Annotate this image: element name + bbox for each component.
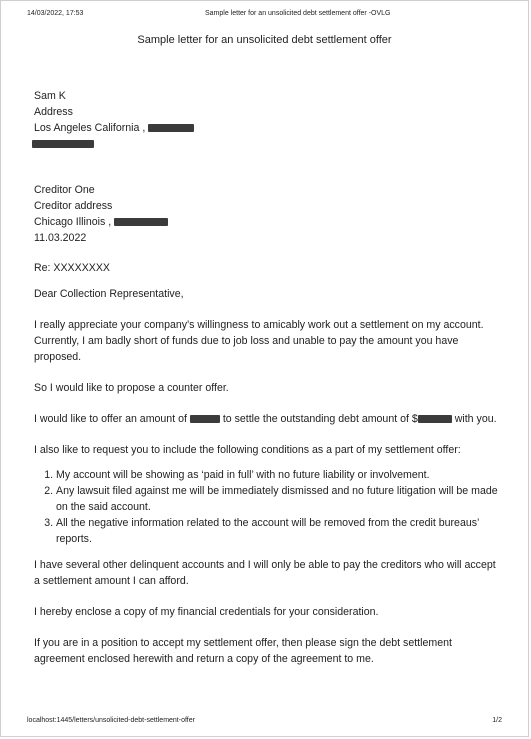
document-title: Sample letter for an unsolicited debt settlement offer — [137, 34, 392, 46]
page-number: 1/2 — [492, 717, 502, 724]
print-timestamp: 14/03/2022, 17:53 — [27, 10, 84, 17]
paragraph-2: So I would like to propose a counter offer. — [34, 382, 229, 394]
sender-name: Sam K — [34, 90, 66, 102]
redacted-zip — [148, 124, 194, 132]
sender-redacted-line — [34, 136, 499, 152]
paragraph-7: If you are in a position to accept my settlement offer, then please sign the debt settlement agreement enclosed herewith and return a copy of the agreement to me. — [34, 637, 452, 665]
redacted-offer-amount — [190, 415, 220, 423]
creditor-city-state: Chicago Illinois , — [34, 216, 112, 228]
list-item: 1. My account will be showing as ‘paid in full’ with no future liability or involvement. — [56, 467, 499, 483]
print-footer-url: localhost:1445/letters/unsolicited-debt-settlement-offer — [27, 717, 195, 724]
redacted-debt-amount — [418, 415, 452, 423]
creditor-block — [34, 182, 499, 246]
creditor-address: Creditor address — [34, 200, 113, 212]
creditor-city-line — [34, 214, 499, 230]
creditor-name: Creditor One — [34, 184, 95, 196]
sender-block — [34, 88, 499, 152]
letter-body — [34, 88, 499, 667]
redacted-zip — [114, 218, 168, 226]
paragraph-6: I hereby enclose a copy of my financial credentials for your consideration. — [34, 606, 379, 618]
sender-city-state: Los Angeles California , — [34, 122, 146, 134]
letter-date: 11.03.2022 — [34, 232, 87, 244]
paragraph-5: I have several other delinquent accounts and I will only be able to pay the creditors who will accept a settlement amount I can afford. — [34, 559, 496, 587]
paragraph-3 — [34, 411, 499, 427]
print-header-title: Sample letter for an unsolicited debt settlement offer -OVLG — [205, 10, 391, 17]
salutation: Dear Collection Representative, — [34, 288, 184, 300]
paragraph-3-part-a: I would like to offer an amount of — [34, 413, 187, 425]
paragraph-3-part-c: with you. — [454, 413, 497, 425]
re-line: Re: XXXXXXXX — [34, 262, 110, 274]
conditions-list — [34, 467, 499, 547]
sender-city-line — [34, 120, 499, 136]
redacted-phone — [32, 140, 94, 148]
list-item: 2. Any lawsuit filed against me will be immediately dismissed and no future litigation will be made on the said account. — [56, 483, 499, 515]
paragraph-1: I really appreciate your company's willingness to amicably work out a settlement on my account. Currently, I am badly short of funds due to job loss and unable to pay the amount you have proposed. — [34, 319, 484, 363]
sender-address: Address — [34, 106, 73, 118]
list-item: 3. All the negative information related to the account will be removed from the credit bureaus’ reports. — [56, 515, 499, 547]
paragraph-4: I also like to request you to include the following conditions as a part of my settlement offer: — [34, 444, 461, 456]
paragraph-3-part-b: to settle the outstanding debt amount of $ — [222, 413, 418, 425]
